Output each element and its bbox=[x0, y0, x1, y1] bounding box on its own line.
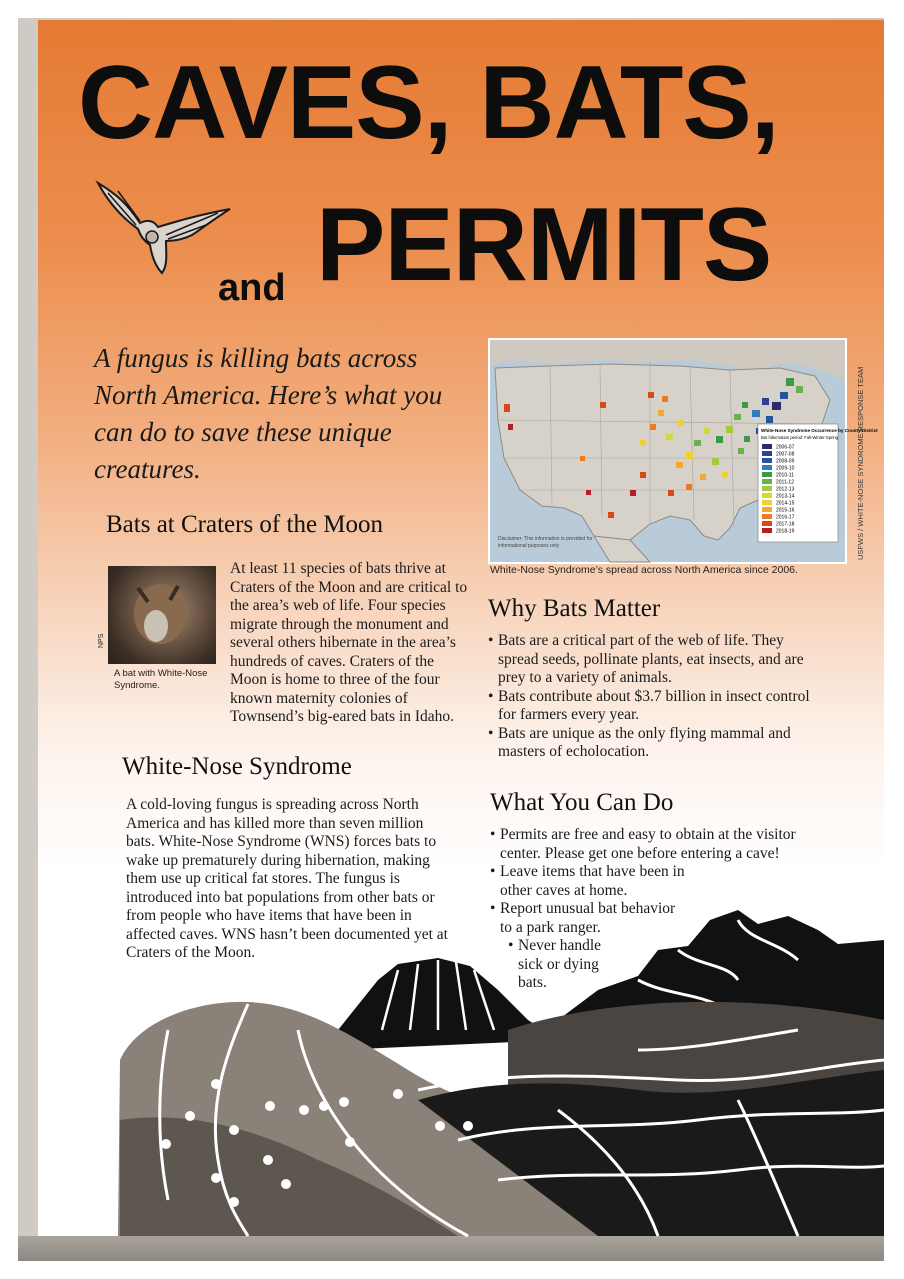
legend-swatch bbox=[762, 444, 772, 449]
legend-year-label: 2014-15 bbox=[776, 500, 795, 507]
bat-illustration bbox=[88, 175, 238, 275]
poster-title-line2: PERMITS bbox=[316, 187, 772, 303]
bats-heading: Bats at Craters of the Moon bbox=[106, 511, 384, 538]
legend-swatch bbox=[762, 507, 772, 512]
why-bullet: • Bats contribute about $3.7 billion in insect control for farmers every year. bbox=[488, 688, 818, 725]
why-bullet: • Bats are a critical part of the web of life. They spread seeds, pollinate plants, eat insects, and are prey to a variety of animals. bbox=[488, 632, 818, 688]
poster-title-and: and bbox=[218, 267, 286, 309]
do-bullet: • Never handle sick or dying bats. bbox=[508, 937, 628, 993]
photo-credit: NPS bbox=[98, 633, 105, 648]
svg-text:Disclaimer: This information i: Disclaimer: This information is provided for bbox=[498, 536, 593, 542]
legend-swatch bbox=[762, 458, 772, 463]
legend-swatch bbox=[762, 500, 772, 505]
legend-year-label: 2010-11 bbox=[776, 472, 794, 479]
do-bullet: • Report unusual bat behavior to a park ranger. bbox=[490, 900, 690, 937]
legend-swatch bbox=[762, 528, 772, 533]
legend-swatch bbox=[762, 493, 772, 498]
legend-year-label: 2012-13 bbox=[776, 486, 795, 493]
map-caption: White-Nose Syndrome’s spread across North America since 2006. bbox=[490, 564, 798, 576]
legend-year-label: 2008-09 bbox=[776, 458, 795, 465]
map-side-credit bbox=[844, 350, 865, 560]
legend-swatch bbox=[762, 479, 772, 484]
bat-photo bbox=[108, 566, 216, 664]
metal-ledge bbox=[18, 1236, 884, 1261]
legend-year-label: 2013-14 bbox=[776, 493, 795, 500]
legend-year-label: 2011-12 bbox=[776, 479, 794, 486]
legend-title: White-Nose Syndrome Occurrence by County/District bbox=[761, 428, 878, 433]
legend-year-label: 2015-16 bbox=[776, 507, 795, 514]
legend-swatch bbox=[762, 451, 772, 456]
legend-year-label: 2007-08 bbox=[776, 451, 795, 458]
legend-subtitle: Bat hibernation period: Fall-Winter-Spring bbox=[761, 435, 839, 440]
legend-year-label: 2018-19 bbox=[776, 528, 795, 535]
svg-text:informational purposes only: informational purposes only bbox=[498, 543, 560, 549]
why-bullets bbox=[488, 632, 818, 762]
do-heading: What You Can Do bbox=[490, 789, 674, 816]
poster bbox=[38, 20, 884, 1236]
legend-swatch bbox=[762, 472, 772, 477]
legend-swatch bbox=[762, 514, 772, 519]
legend-year-label: 2009-10 bbox=[776, 465, 795, 472]
bat-photo-graphic bbox=[108, 566, 216, 664]
legend-swatch bbox=[762, 486, 772, 491]
bats-body-text: At least 11 species of bats thrive at Craters of the Moon and are critical to the area’s web of life. Four species migrate through the monument and several others hibernate in the area’s hundreds of caves. Craters of the Moon is home to three of the four known maternity colonies of Townsend’s big-eared bats in Idaho. bbox=[230, 560, 468, 725]
intro-text: A fungus is killing bats across North America. Here’s what you can do to save these unique creatures. bbox=[94, 343, 443, 484]
poster-title-line1: CAVES, BATS, bbox=[78, 45, 779, 161]
legend-year-label: 2017-18 bbox=[776, 521, 795, 528]
do-bullet: • Permits are free and easy to obtain at the visitor center. Please get one before entering a cave! bbox=[490, 826, 830, 863]
side-credit-text: USFWS / WHITE-NOSE SYNDROME RESPONSE TEAM bbox=[856, 366, 865, 560]
why-heading: Why Bats Matter bbox=[488, 595, 661, 622]
legend-year-label: 2016-17 bbox=[776, 514, 795, 521]
legend-swatch bbox=[762, 521, 772, 526]
wns-body: A cold-loving fungus is spreading across North America and has killed more than seven million bats. White-Nose Syndrome (WNS) forces bats to wake up prematurely during hibernation, making them use up critical fat stores. The fungus is introduced into bat populations from other bats or from people who have items that have been in affected caves. WNS hasn’t been documented yet at Craters of the Moon. bbox=[126, 796, 448, 961]
bats-body-top bbox=[230, 560, 468, 727]
lava-landscape-illustration bbox=[38, 880, 884, 1236]
legend-year-label: 2006-07 bbox=[776, 444, 795, 451]
legend-swatch bbox=[762, 465, 772, 470]
why-bullet: • Bats are unique as the only flying mammal and masters of echolocation. bbox=[488, 725, 818, 762]
do-bullet: • Leave items that have been in other caves at home. bbox=[490, 863, 710, 900]
photo-caption: A bat with White-Nose Syndrome. bbox=[114, 668, 208, 691]
wns-heading: White-Nose Syndrome bbox=[122, 753, 352, 780]
